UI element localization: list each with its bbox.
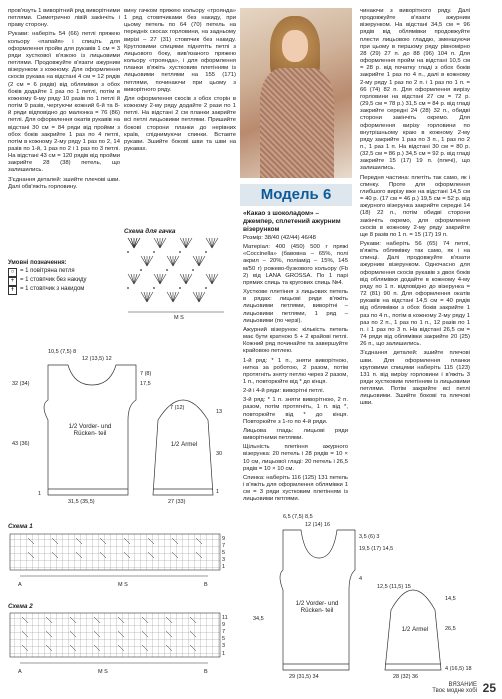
a-label: A	[18, 582, 22, 588]
dimension-label: 12 (14) 16	[305, 522, 331, 528]
double-crochet-icon: Ŧ	[8, 286, 17, 295]
row-number: 9	[222, 536, 226, 542]
paragraph: Ажурний візерунок: кількість петель має бути кратною 5 + 2 крайові петлі. Кожний ряд починайте та завершуйте крайовою петлею.	[243, 326, 348, 355]
row-number: 5	[222, 550, 226, 556]
sleeve-label: 1/2 Ärmel	[401, 626, 429, 633]
b-label: B	[204, 669, 208, 675]
ms-label: M S	[174, 315, 184, 320]
dimension-label: 32 (34)	[12, 381, 30, 387]
paragraph: Хусткове плетіння з лицьових петель в рядах: лицьові ряди в'яжіть лицьовими петлями, виворітні – лицьовими петлями, 1 ряд – лицьовими (по черзі).	[243, 289, 348, 324]
knit-chart-2	[8, 611, 236, 685]
dimension-label: 1	[38, 491, 42, 497]
b-label: B	[204, 582, 208, 588]
dimension-label: 4	[359, 576, 363, 582]
dimension-label: 34,5	[253, 616, 264, 622]
brand-tagline: Твоє модне хобі	[432, 688, 477, 694]
dimension-label: 19,5 (17) 14,5	[359, 546, 394, 552]
dimension-label: 28 (32) 36	[393, 674, 419, 680]
single-crochet-icon: +	[8, 277, 17, 286]
text-column-1	[8, 8, 120, 193]
row-number: 1	[222, 564, 226, 570]
dimension-label: 43 (36)	[12, 441, 30, 447]
dimension-label: 1	[216, 489, 220, 495]
paragraph: Рукави: наберіть 56 (65) 74 петлі, в'яжіть облямівку так само, як і на спинці. Далі продовжуйте в'язати ажурним візерунком. Одночасно для оформлення скосів рукавів з двох боків від облямівки додайте в кожному 4-му ряду по 1 п. відповідно до візерунка = 72 (81) 90 п. Для оформлення окатів рукавів на відстані 14,5 см = 40 рядів від облямівки з обох боків закрийте 1 раз по 4 п., потім в кожному 2-му ряду 1 раз по 2 п., 1 раз по 1 п., 12 разів по 1 п. і 1 раз по 3 п. На відстані 26,5 см = 74 ряди від облямівки закрийте 20 (25) 26 п., що залишились.	[360, 241, 470, 348]
paragraph: Матеріал: 400 (450) 500 г пряжі «Coccinella» (бавовна – 65%, полі акрил – 20%, поліамід – 15%, 145 м/50 г) рожево-бузкового кольору (Fb 2) від LANA GROSSA. По 1 парі прямих спиць та кругових спиць №4.	[243, 244, 348, 286]
legend-item: ○ = 1 повітряна петля	[8, 268, 118, 277]
paragraph: Передня частина: плетіть так само, як і спинку. Проте для оформлення глибшого вирізу вже на відстані 14,5 см = 40 р. (17 см = 46 р.) 19,5 см = 52 р. від ажурного візерунка закрийте середні 14 (18) 22 п., потім обидві сторони закінчіть окремо, для оформлення скосів в кожному 2-му ряду закрийте ще 8 разів по 1 п. = 15 (17) 19 п.	[360, 174, 470, 238]
front-back-label: 1/2 Vorder- und Rücken- teil	[68, 423, 112, 437]
dimension-label: 31,5 (35,5)	[68, 499, 95, 505]
ms-label: M S	[118, 582, 128, 588]
pattern-diagram-1	[8, 345, 236, 505]
sleeve-label: 1/2 Ärmel	[170, 441, 198, 448]
paragraph: Рукави: наберіть 54 (66) петлі пряжею кольору «папайя» і спиціть для оформлення пройм для рукавів 1 см = 3 ряди хусткової в'язкою із лицьовими петлями. Продовжуйте в'язати ажурним візерунком з кожному. Для оформлення скосів рукава на відстані 4 см = 12 рядів (2 см = 6 рядів) від облямівки з обох боків додайте 1 раз по 1 петлі, потім в кожному 6-му ряду 10 разів по 1 петлі й потім 9 разів, чергуючи кожний 6-й та 8-й ряди відповідно до малюнка = 76 (86) петлі. Для оформлення окатів рукавів на відстані 30 см = 84 ряди від пройми з обох боків закрийте 1 раз по 4 петлі, потім в кожному 2-му ряду 1 раз по 2, 14 разів по 1-й, 1 раз по 2 і 1 раз по 3 петлі. На відстані 43 см = 120 рядів від пройми закрийте 28 (38) петель, що залишились.	[8, 31, 120, 174]
row-number: 11	[222, 615, 228, 621]
pattern-diagram-2	[243, 500, 493, 680]
paragraph: чинаючи з виворітного ряду. Далі продовжуйте в'язати ажурним візерунком. На відстані 34,5 см = 96 рядів від облямівки продовжуйте плести лицьовою гладдю, зменшуючи при цьому в першому ряду рівномірно 28 (29) 27 п. до 88 (96) 104 п. Для оформлення пройм на відстані 10,5 см = 28 р. від початку гладі з обох боків закрийте 1 раз по 4 п., далі в кожному 2-му ряду 1 раз по 2 п. і 1 раз по 1 п. = 66 (74) 82 п. Для оформлення вирізу горловини на відстані 27 см = 72 р. (29,5 см = 78 р.) 31,5 см = 84 р. від гладі закрийте середні 24 (28) 32 п., обидві сторони закінчіть окремо. Для оформлення вирізу горловини по внутрішньому краю в кожному 2-му ряду закрийте 1 раз по 3 п., 1 раз по 2 п., 1 раз 1 п. На відстані 30 см = 80 р. (32,5 см = 86 р.) 34,5 см = 92 р. від гладі закрийте 15 (17) 19 п. (плечі), що залишились.	[360, 8, 471, 172]
schema-crochet-title: Схема для гачка	[124, 228, 176, 235]
dimension-label: 6,5 (7,5) 8,5	[283, 514, 313, 520]
dimension-label: 7 (8)	[140, 371, 152, 377]
dimension-label: 17,5	[140, 381, 151, 387]
dimension-label: 14,5	[445, 596, 456, 602]
paragraph: Розмір: 38/40 (42/44) 46/48	[243, 235, 316, 241]
page-number: 25	[482, 681, 496, 695]
dimension-label: 3,5 (6) 3	[359, 534, 380, 540]
page-footer	[432, 681, 496, 695]
schema-1-title: Схема 1	[8, 523, 33, 530]
front-back-label: 1/2 Vorder- und Rücken- teil	[295, 600, 339, 614]
text-column-3	[243, 235, 348, 505]
model-title: Модель 6	[240, 184, 352, 206]
row-number: 3	[222, 557, 226, 563]
paragraph: вину гачком пряжею кольору «троянда» 1 ряд стовпчиками без накиду, при цьому петель по 64 (70) петель на передніх скосах горловини, на задньому вирізі – 27 (31) стовпчик без накиду. Кругловими спицями піднятіть петлі з лицьового боку, вив'язаного пряжею кольору «троянда», і для оформлення планки в'яжіть хустковим плетінням із лицьовими петлями на 155 (171) петлями, починаючи при цьому з виворітного ряду.	[124, 8, 236, 93]
paragraph: З'єднання деталей: зшийте плечові шви. Для оформлення планки круговими спицями наберіть 115 (123) 131 п. від вирізу горловини і в'яжіть 3 ряди хустковим плетінням із лицьовими петлями. Потім закрийте всі петлі лицьовими. Зшийте бокові та плечові шви.	[360, 350, 470, 407]
chain-stitch-icon: ○	[8, 268, 17, 277]
paragraph: Щільність плетіння ажурного візерунка: 20 петель і 28 рядів = 10 × 10 см, лицьової гладі: 20 петель і 26,5 рядів = 10 × 10 см.	[243, 444, 348, 472]
paragraph: Для оформлення скосів з обох сторін в кожному 2-му ряду додайте 2 рази по 1 петлі. На відстані 2 см планки закрийте всі петлі лицьовими петлями. Пришийте бокові сторони планки до нерівних країв, спіднимуючи спинки. Вставте рукави. Зшийте бокові шви та шви на рукавах.	[124, 95, 236, 152]
dimension-label: 30	[216, 451, 223, 457]
paragraph: Спинка: наберіть 116 (125) 131 петель і в'яжіть для оформлення облямівки 1 см = 3 ряди хустковим плетінням із лицьовими петлями.	[243, 474, 348, 503]
dimension-label: 26,5	[445, 626, 456, 632]
row-number: 5	[222, 636, 226, 642]
face	[282, 30, 308, 62]
row-number: 7	[222, 629, 226, 635]
legend	[8, 260, 118, 295]
dimension-label: 7 (12)	[170, 405, 185, 411]
dimension-label: 12 (13,5) 12	[82, 356, 112, 362]
dimension-label: 13	[216, 409, 223, 415]
row-number: 7	[222, 543, 226, 549]
legend-item: + = 1 стовпчик без накиду	[8, 277, 118, 286]
paragraph: Лицьова гладь: лицьові ряди виворітними петлями.	[243, 427, 348, 442]
paragraph: 3-й ряд: * 1 п. зняти виворітною, 2 п. разом, потім протягніть, 1 п. від *, повторюйте від * до кінця. Повторюйте з 1-го по 4-й ряди.	[243, 397, 348, 425]
dimension-label: 10,5 (7,5) 8	[48, 349, 77, 355]
paragraph: З'єднання деталей: зшийте плечові шви. Далі обв'яжіть горловину.	[8, 176, 120, 190]
ms-label: M S	[98, 669, 108, 675]
schema-2-title: Схема 2	[8, 603, 33, 610]
sweater	[260, 68, 334, 178]
brand-name: ВЯЗАНИЕ	[448, 681, 477, 688]
text-column-2	[124, 8, 236, 155]
dimension-label: 12,5 (11,5) 15	[377, 584, 411, 590]
a-label: A	[18, 669, 22, 675]
row-number: 3	[222, 643, 226, 649]
dimension-label: 27 (33)	[168, 499, 186, 505]
legend-item: Ŧ = 1 стовпчик з накидом	[8, 286, 118, 295]
text-column-4	[360, 8, 470, 410]
model-photo	[240, 8, 352, 178]
paragraph: пров'язуть 1 виворітний ряд виворітними петлями. Симетрично лівій закінчіть і праву сторону.	[8, 8, 120, 29]
knit-chart-1	[8, 532, 236, 594]
paragraph: 1-й ряд: * 1 п., зняти виворітною, нитка за роботою, 2 разом, потім протягніть зняту петлю через 2 разом, 1 п., повторюйте від * до кінця.	[243, 357, 348, 385]
dimension-label: 4 (16,5) 18	[445, 666, 472, 672]
dimension-label: 29 (31,5) 34	[289, 674, 319, 680]
magazine-brand	[432, 682, 477, 695]
model-subtitle: «Какао з шоколадом» – джемпер, сплетений ажурним візерунком	[243, 210, 341, 233]
crochet-chart	[124, 236, 236, 320]
paragraph: 2-й і 4-й ряди: виворітні петлі.	[243, 388, 325, 395]
row-number: 9	[222, 622, 226, 628]
legend-title: Умовні позначення:	[8, 260, 67, 266]
row-number: 1	[222, 651, 226, 657]
